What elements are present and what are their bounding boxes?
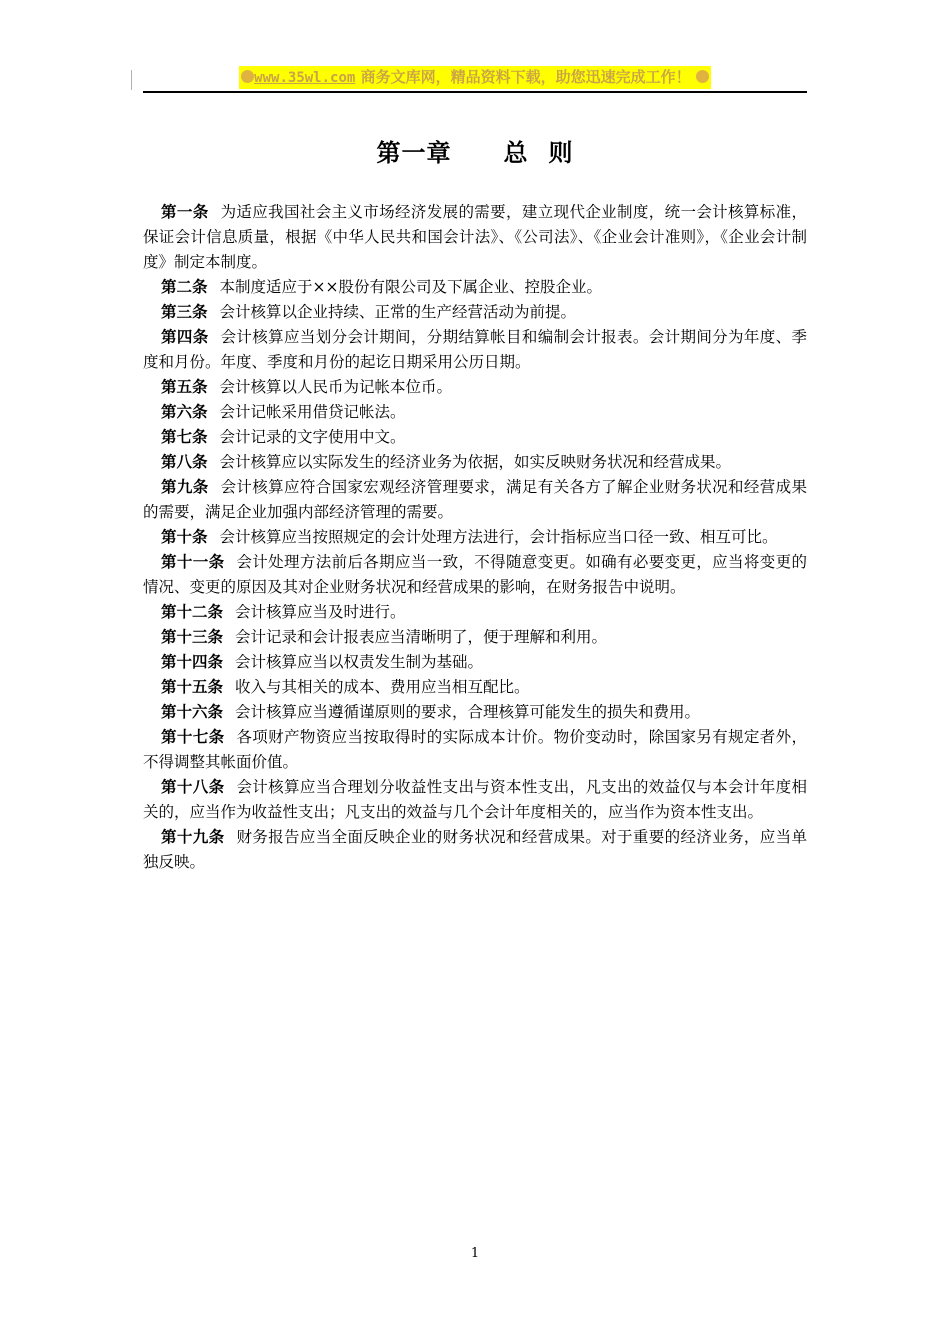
header-rule (143, 91, 807, 93)
article-number: 第十五条 (161, 678, 224, 696)
article-text: 各项财产物资应当按取得时的实际成本计价。物价变动时，除国家另有规定者外，不得调整其帐面价值。 (143, 728, 807, 771)
article-text: 会计记录的文字使用中文。 (219, 428, 406, 446)
header-banner-text: 商务文库网，精品资料下载，助您迅速完成工作！ (360, 68, 691, 86)
article-text: 收入与其相关的成本、费用应当相互配比。 (235, 678, 530, 696)
bullet-dot-icon (696, 70, 709, 83)
article-number: 第七条 (161, 428, 208, 446)
article-number: 第八条 (161, 453, 208, 471)
article-number: 第三条 (161, 303, 208, 321)
page-number: 1 (470, 1246, 480, 1261)
article-number: 第十四条 (161, 653, 224, 671)
article-number: 第九条 (161, 478, 209, 496)
article-number: 第五条 (161, 378, 208, 396)
article-text: 会计核算应当及时进行。 (235, 603, 406, 621)
bullet-dot-icon (241, 70, 254, 83)
article-number: 第二条 (161, 278, 208, 296)
article-paragraph (143, 625, 807, 650)
article-paragraph (143, 825, 807, 875)
article-number: 第十一条 (161, 553, 225, 571)
article-text: 会计核算应当划分会计期间，分期结算帐目和编制会计报表。会计期间分为年度、季度和月份。年度、季度和月份的起讫日期采用公历日期。 (143, 328, 807, 371)
article-number: 第十九条 (161, 828, 225, 846)
article-paragraph (143, 450, 807, 475)
article-text: 会计核算应当以权责发生制为基础。 (235, 653, 484, 671)
article-number: 第一条 (161, 203, 209, 221)
article-paragraph (143, 200, 807, 275)
chapter-title-char: 则 (548, 138, 574, 167)
article-number: 第十三条 (161, 628, 224, 646)
article-text: 会计记帐采用借贷记帐法。 (219, 403, 406, 421)
article-paragraph (143, 400, 807, 425)
article-paragraph (143, 600, 807, 625)
article-text: 会计核算应当遵循谨原则的要求，合理核算可能发生的损失和费用。 (235, 703, 701, 721)
article-paragraph (143, 275, 807, 300)
article-paragraph (143, 425, 807, 450)
article-number: 第十二条 (161, 603, 224, 621)
corner-mark (131, 70, 132, 90)
page-header (143, 66, 807, 90)
article-paragraph (143, 675, 807, 700)
article-text: 会计核算应以实际发生的经济业务为依据，如实反映财务状况和经营成果。 (219, 453, 732, 471)
article-text: 会计核算以企业持续、正常的生产经营活动为前提。 (219, 303, 577, 321)
chapter-prefix: 第一章 (376, 138, 452, 167)
article-paragraph (143, 775, 807, 825)
article-number: 第十六条 (161, 703, 224, 721)
article-number: 第六条 (161, 403, 208, 421)
article-paragraph (143, 650, 807, 675)
site-link[interactable]: www.35wl.com (254, 70, 356, 86)
article-text: 会计处理方法前后各期应当一致，不得随意变更。如确有必要变更，应当将变更的情况、变更的原因及其对企业财务状况和经营成果的影响，在财务报告中说明。 (143, 553, 807, 596)
article-list (143, 200, 807, 875)
chapter-title-char: 总 (503, 138, 529, 167)
article-paragraph (143, 300, 807, 325)
article-text: 会计核算应当合理划分收益性支出与资本性支出，凡支出的效益仅与本会计年度相关的，应当作为收益性支出；凡支出的效益与几个会计年度相关的，应当作为资本性支出。 (143, 778, 807, 821)
article-number: 第十八条 (161, 778, 225, 796)
article-paragraph (143, 525, 807, 550)
article-paragraph (143, 475, 807, 525)
article-paragraph (143, 725, 807, 775)
chapter-title (143, 133, 807, 168)
article-paragraph (143, 700, 807, 725)
article-text: 财务报告应当全面反映企业的财务状况和经营成果。对于重要的经济业务，应当单独反映。 (143, 828, 807, 871)
article-number: 第四条 (161, 328, 209, 346)
article-number: 第十七条 (161, 728, 225, 746)
article-number: 第十条 (161, 528, 208, 546)
article-text: 会计核算以人民币为记帐本位币。 (219, 378, 453, 396)
article-text: 会计核算应当按照规定的会计处理方法进行，会计指标应当口径一致、相互可比。 (219, 528, 778, 546)
article-paragraph (143, 325, 807, 375)
header-banner (239, 66, 711, 89)
article-text: 会计核算应符合国家宏观经济管理要求，满足有关各方了解企业财务状况和经营成果的需要，满足企业加强内部经济管理的需要。 (143, 478, 807, 521)
article-paragraph (143, 375, 807, 400)
article-text: 为适应我国社会主义市场经济发展的需要，建立现代企业制度，统一会计核算标准，保证会计信息质量，根据《中华人民共和国会计法》、《公司法》、《企业会计准则》，《企业会计制度》制定本制度。 (143, 203, 807, 271)
article-paragraph (143, 550, 807, 600)
article-text: 会计记录和会计报表应当清晰明了，便于理解和利用。 (235, 628, 608, 646)
article-text: 本制度适应于××股份有限公司及下属企业、控股企业。 (219, 278, 602, 296)
